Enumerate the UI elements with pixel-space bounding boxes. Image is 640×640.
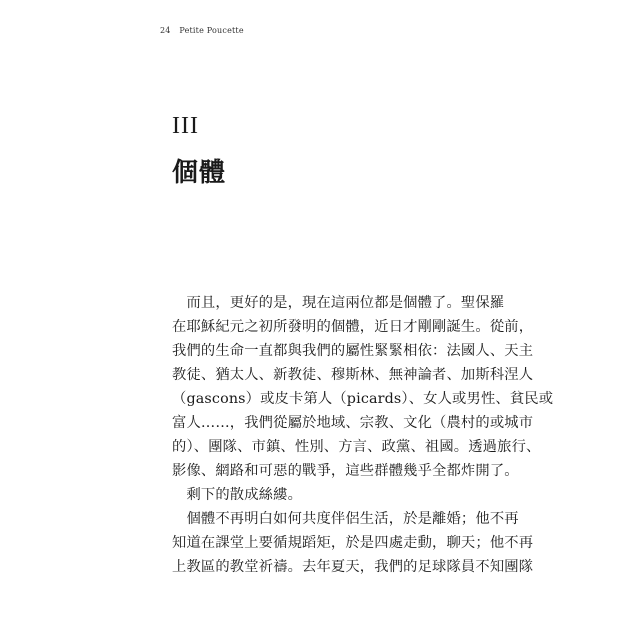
- text-line: （gascons）或皮卡第人（picards）、女人或男性、貧民或: [172, 391, 554, 407]
- chapter-title: 個體: [172, 158, 227, 188]
- running-head: [160, 26, 244, 35]
- body-text: [172, 291, 554, 579]
- text-line: 富人……，我們從屬於地域、宗教、文化（農村的或城市: [172, 415, 534, 431]
- text-line: 在耶穌紀元之初所發明的個體，近日才剛剛誕生。從前，: [172, 319, 534, 335]
- chapter-number: III: [172, 113, 199, 139]
- text-line: 影像、網路和可惡的戰爭，這些群體幾乎全都炸開了。: [172, 463, 519, 479]
- text-line: 個體不再明白如何共度伴侶生活，於是離婚；他不再: [172, 511, 519, 527]
- text-line: 我們的生命一直都與我們的屬性緊緊相依：法國人、天主: [172, 343, 534, 359]
- text-line: 知道在課堂上要循規蹈矩，於是四處走動，聊天；他不再: [172, 535, 534, 551]
- text-line: 而且，更好的是，現在這兩位都是個體了。聖保羅: [172, 295, 505, 311]
- text-line: 上教區的教堂祈禱。去年夏天，我們的足球隊員不知團隊: [172, 559, 534, 575]
- text-line: 教徒、猶太人、新教徒、穆斯林、無神論者、加斯科涅人: [172, 367, 534, 383]
- text-line: 的）、團隊、市鎮、性別、方言、政黨、祖國。透過旅行、: [172, 439, 541, 455]
- page-number: 24: [160, 26, 171, 35]
- text-line: 剩下的散成絲縷。: [172, 487, 303, 503]
- book-title: Petite Poucette: [179, 26, 244, 35]
